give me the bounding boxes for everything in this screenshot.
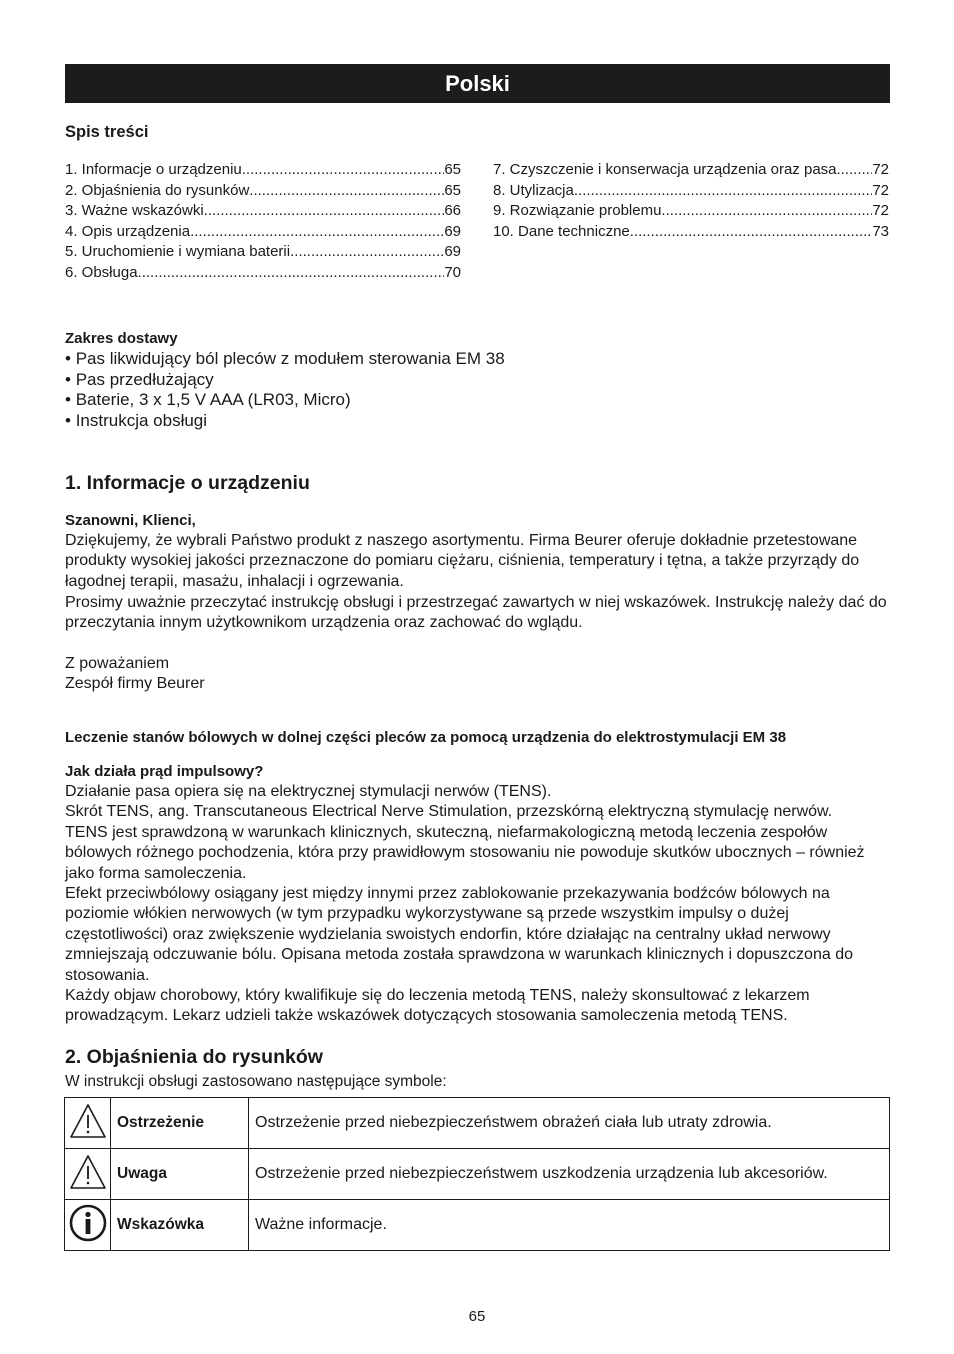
intro-paragraph: Dziękujemy, że wybrali Państwo produkt z naszego asortymentu. Firma Beurer oferuje dokładnie przetestowane produkty wysokiej jakości przeznaczone do pomiaru ciężaru, ciśnienia, temperatury i tętna, a także przyrządy do łagodnej terapii, masażu, inhalacji i ogrzewania. (65, 532, 860, 590)
toc-entry[interactable]: 4. Opis urządzenia ..... 69 (65, 222, 461, 243)
toc-entry[interactable]: 1. Informacje o urządzeniu ..... 65 (65, 160, 461, 181)
toc-entry[interactable]: 10. Dane techniczne ..... 73 (493, 222, 889, 243)
symbol-name: Wskazówka (111, 1200, 249, 1251)
toc-title: Spis treści (65, 123, 149, 141)
closing-regards: Z poważaniem (65, 655, 170, 672)
symbol-name: Ostrzeżenie (111, 1098, 249, 1149)
tens-line-2: Skrót TENS, ang. Transcutaneous Electrical Nerve Stimulation, przezskórną elektryczną stymulację nerwów. (65, 803, 833, 821)
symbol-description: Ważne informacje. (249, 1200, 890, 1251)
table-row (65, 1200, 890, 1251)
toc-left-column (65, 160, 461, 283)
language-header: Polski (65, 64, 890, 103)
toc-entry[interactable]: 9. Rozwiązanie problemu ..... 72 (493, 201, 889, 222)
scope-list (65, 349, 505, 431)
warning-triangle-icon (68, 1101, 108, 1141)
scope-item: • Pas likwidujący ból pleców z modułem sterowania EM 38 (65, 349, 505, 370)
toc-entry[interactable]: 2. Objaśnienia do rysunków ..... 65 (65, 181, 461, 202)
toc-entry[interactable]: 7. Czyszczenie i konserwacja urządzenia oraz pasa. ..... 72 (493, 160, 889, 181)
symbols-intro: W instrukcji obsługi zastosowano następujące symbole: (65, 1073, 447, 1090)
toc-entry[interactable]: 8. Utylizacja ..... 72 (493, 181, 889, 202)
greeting: Szanowni, Klienci, (65, 512, 196, 529)
toc-right-column (493, 160, 889, 242)
table-row (65, 1098, 890, 1149)
treatment-title: Leczenie stanów bólowych w dolnej części pleców za pomocą urządzenia do elektrostymulacji EM 38 (65, 729, 787, 746)
info-circle-icon (68, 1203, 108, 1243)
table-row (65, 1149, 890, 1200)
scope-item: • Pas przedłużający (65, 370, 505, 391)
closing-signature: Zespół firmy Beurer (65, 675, 205, 692)
symbol-description: Ostrzeżenie przed niebezpieczeństwem obrażeń ciała lub utraty zdrowia. (249, 1098, 890, 1149)
warning-triangle-icon (68, 1152, 108, 1192)
tens-line-4: Efekt przeciwbólowy osiągany jest między innymi przez zablokowanie przekazywania bodźców bólowych na poziomie włókien nerwowych (w tym przypadku wykorzystywane są przede wszystkim impulsy o dużej częstotliwości) oraz zwiększenie wydzielania swoistych endorfin, które działając na centralny układ nerwowy zmniejszają odczuwanie bólu. Opisana metoda została sprawdzona w warunkach klinicznych i dopuszczona do stosowania. (65, 885, 853, 984)
scope-item: • Baterie, 3 x 1,5 V AAA (LR03, Micro) (65, 390, 505, 411)
symbol-description: Ostrzeżenie przed niebezpieczeństwem uszkodzenia urządzenia lub akcesoriów. (249, 1149, 890, 1200)
scope-title: Zakres dostawy (65, 330, 178, 347)
tens-line-3: TENS jest sprawdzoną w warunkach klinicznych, skuteczną, niefarmakologiczną metodą leczenia zespołów bólowych różnego pochodzenia, która przy prawidłowym stosowaniu nie powoduje skutków ubocznych – również jako forma samoleczenia. (65, 823, 865, 882)
symbol-name: Uwaga (111, 1149, 249, 1200)
tens-explanation (65, 782, 891, 1027)
toc-entry[interactable]: 3. Ważne wskazówki ..... 66 (65, 201, 461, 222)
toc-entry[interactable]: 5. Uruchomienie i wymiana baterii ..... 69 (65, 242, 461, 263)
scope-item: • Instrukcja obsługi (65, 411, 505, 432)
page-number: 65 (468, 1308, 486, 1325)
section1-heading: 1. Informacje o urządzeniu (65, 472, 310, 494)
toc-entry[interactable]: 6. Obsługa ..... 70 (65, 263, 461, 284)
tens-question: Jak działa prąd impulsowy? (65, 763, 264, 780)
tens-line-5: Każdy objaw chorobowy, który kwalifikuje się do leczenia metodą TENS, należy skonsultować z lekarzem prowadzącym. Lekarz udzieli także wskazówek dotyczących stosowania samoleczenia metodą TENS. (65, 987, 810, 1025)
instructions-paragraph: Prosimy uważnie przeczytać instrukcję obsługi i przestrzegać zawartych w niej wskazówek. Instrukcję należy dać do przeczytania innym użytkownikom urządzenia oraz zachować do wglądu. (65, 594, 887, 632)
section2-heading: 2. Objaśnienia do rysunków (65, 1046, 323, 1068)
symbols-table (64, 1097, 890, 1251)
tens-line-1: Działanie pasa opiera się na elektrycznej stymulacji nerwów (TENS). (65, 783, 552, 800)
